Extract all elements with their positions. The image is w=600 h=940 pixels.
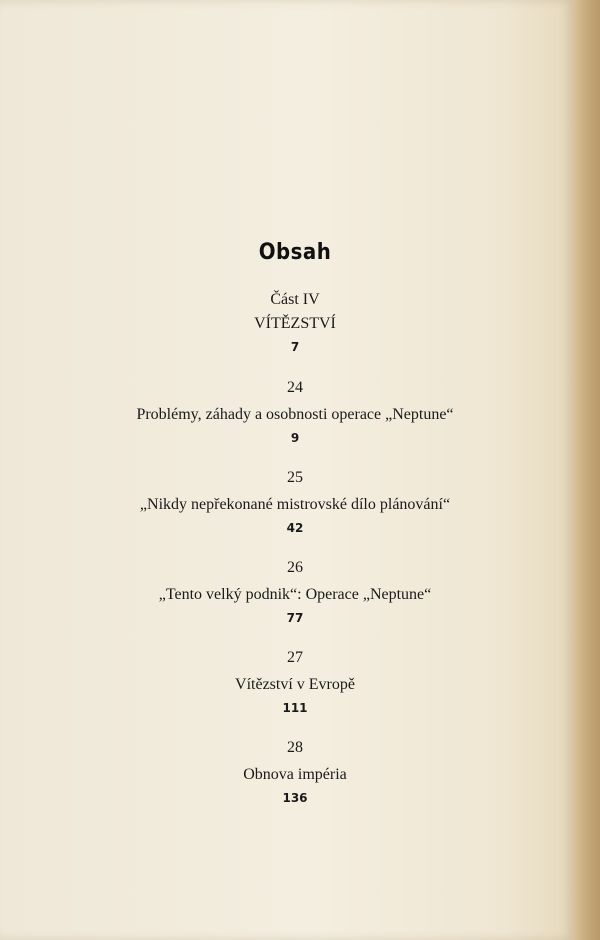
toc-entry-number: 28 <box>287 739 303 756</box>
page-edge <box>574 0 600 940</box>
toc-entry-title: „Tento velký podnik“: Operace „Neptune“ <box>158 586 432 603</box>
toc-entry-part-4 <box>40 290 550 355</box>
toc-entry-page: 9 <box>290 431 300 445</box>
toc-entry-chapter-24 <box>40 378 550 446</box>
table-of-contents <box>40 238 550 805</box>
toc-entry-title: Obnova impéria <box>243 766 347 783</box>
toc-entry-page: 42 <box>286 521 304 535</box>
toc-entry-chapter-27 <box>40 648 550 716</box>
contents-heading: Obsah <box>258 240 332 265</box>
toc-entry-title: VÍTĚZSTVÍ <box>254 315 336 332</box>
toc-entry-page: 7 <box>290 340 300 354</box>
toc-entry-number: 24 <box>287 379 303 396</box>
toc-entry-number: Část IV <box>270 291 320 308</box>
toc-entry-title: Problémy, záhady a osobnosti operace „Neptune“ <box>136 406 454 423</box>
toc-entry-title: Vítězství v Evropě <box>235 676 355 693</box>
toc-entry-number: 27 <box>287 649 303 666</box>
toc-entry-chapter-26 <box>40 558 550 626</box>
toc-entry-page: 111 <box>282 701 308 715</box>
toc-entry-number: 25 <box>287 469 303 486</box>
toc-entry-page: 77 <box>286 611 304 625</box>
toc-entry-chapter-28 <box>40 738 550 806</box>
toc-entry-page: 136 <box>282 791 308 805</box>
toc-entry-title: „Nikdy nepřekonané mistrovské dílo plánování“ <box>139 496 451 513</box>
toc-entry-number: 26 <box>287 559 303 576</box>
toc-entry-chapter-25 <box>40 468 550 536</box>
